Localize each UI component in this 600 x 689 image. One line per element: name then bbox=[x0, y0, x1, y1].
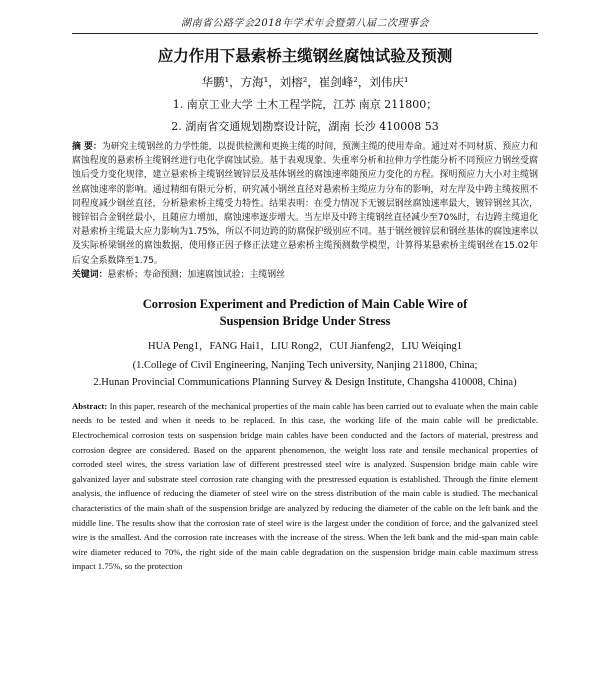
chinese-abstract bbox=[72, 140, 538, 268]
chinese-title: 应力作用下悬索桥主缆钢丝腐蚀试验及预测 bbox=[157, 47, 453, 65]
english-authors: HUA Peng1，FANG Hai1，LIU Rong2，CUI Jianfeng2，LIU Weiqing1 bbox=[147, 340, 463, 352]
chinese-authors: 华鹏¹，方海¹，刘榕²，崔剑峰²，刘伟庆¹ bbox=[201, 75, 409, 89]
chinese-affiliation-1: 1. 南京工业大学 土木工程学院，江苏 南京 211800； bbox=[172, 98, 438, 111]
chinese-keywords bbox=[72, 268, 538, 282]
english-title bbox=[72, 296, 538, 330]
english-abstract-text: In this paper, research of the mechanical properties of the main cable has been carried out to evaluate when the main cable needs to be tested and when it needs to be replaced. In this case, the working life of the main cable will be predictable. Electrochemical corrosion tests on suspension bridge main cables have been conducted and the factors of material, prestress and corrosion degree are considered. Based on the apparent phenomenon, the weight loss rate and tensile mechanical properties of corroded steel wires, the stress variation law of different prestressed steel wire is analyzed. Suspension bridge main cable wire galvanized layer and substrate steel corrosion rate changing with the prestressed equation is established. Through the finite element analysis, the influence of reducing the diameter of steel wire on the stress distribution of the main cable is studied. The mechanical characteristics of the main shaft of the suspension bridge are analyzed by reducing the diameter of the cable on the left bank and the middle line. The results show that the corrosion rate of steel wire is the largest under the condition of force, and the galvanized steel wire is the smallest. And the corrosion rate increases with the increase of the stress. When the left bank and the mid-span main cable wire diameter reduced to 70%, the right side of the main cable degradation on the suspension bridge main cable maximum stress impact 1.75%, so the protection bbox=[72, 400, 538, 572]
chinese-abstract-label: 摘 要： bbox=[72, 142, 102, 152]
english-affiliation-2: 2.Hunan Provincial Communications Planning Survey & Design Institute, Changsha 410008, China) bbox=[93, 376, 517, 388]
english-abstract bbox=[72, 399, 538, 574]
english-title-line-2: Suspension Bridge Under Stress bbox=[219, 313, 391, 328]
chinese-keywords-label: 关键词： bbox=[72, 269, 108, 280]
english-title-line-1: Corrosion Experiment and Prediction of Main Cable Wire of bbox=[142, 296, 468, 311]
chinese-abstract-text: 为研究主缆钢丝的力学性能，以提供检测和更换主缆的时间，预测主缆的使用寿命。通过对不同材质、预应力和腐蚀程度的悬索桥主缆钢丝进行电化学腐蚀试验。基于表观现象、失重率分析和拉伸力学性能分析不同预应力钢丝受腐蚀后受力变化规律，建立悬索桥主缆钢丝镀锌层及基体钢丝的腐蚀速率随预应力变化的方程。探明预应力大小对主缆钢丝腐蚀速率的影响。通过精细有限元分析，研究减小钢丝直径对悬索桥主缆应力分布的影响，对左岸及中跨主缆按照不同程度减少钢丝直径，分析悬索桥主缆受力特性。结果表明：在受力情况下无镀层钢丝腐蚀速率最大，镀锌钢丝其次，镀锌铝合金钢丝最小，且随应力增加，腐蚀速率逐步增大。当左岸及中跨主缆钢丝直径减少至70%时，右边跨主缆退化对悬索桥主缆最大应力影响为1.75%，所以不同边跨的防腐保护级别应不同。基于钢丝镀锌层和钢丝基体的腐蚀速率以及实际桥梁钢丝的腐蚀数据，使用修正因子修正法建立悬索桥主缆预测数学模型，计算得某悬索桥主缆钢丝在15.02年后安全系数降至1.75。 bbox=[72, 142, 538, 266]
english-abstract-label: Abstract: bbox=[72, 400, 108, 411]
running-header: 湖南省公路学会2018年学术年会暨第八届二次理事会 bbox=[72, 0, 538, 34]
chinese-keywords-text: 悬索桥；寿命预测；加速腐蚀试验；主缆钢丝 bbox=[107, 269, 285, 280]
chinese-affiliation-2: 2. 湖南省交通规划勘察设计院，湖南 长沙 410008 53 bbox=[171, 120, 439, 133]
english-affiliation-1: (1.College of Civil Engineering, Nanjing Tech university, Nanjing 211800, China; bbox=[132, 359, 478, 371]
